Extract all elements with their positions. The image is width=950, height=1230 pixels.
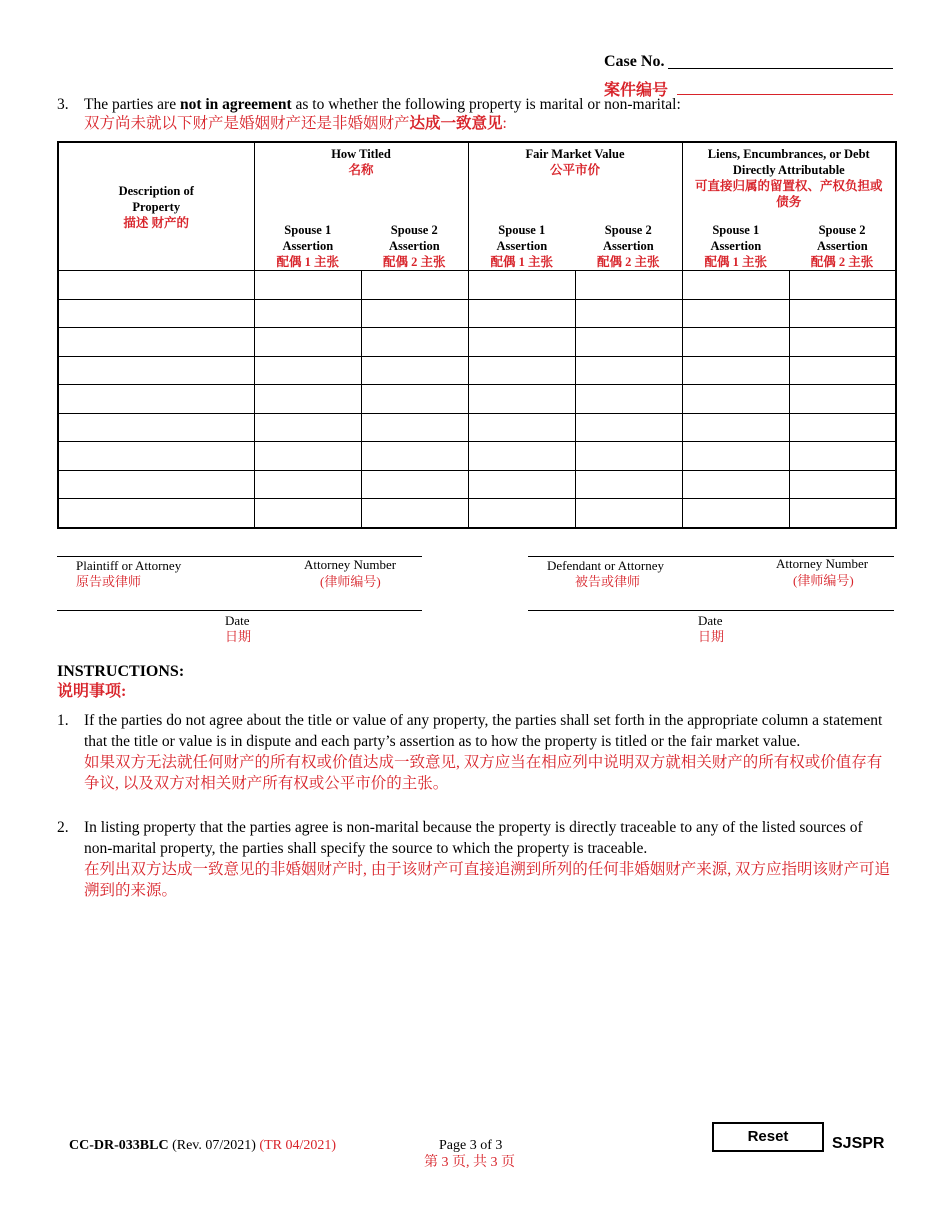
table-cell[interactable] bbox=[468, 470, 575, 499]
instructions-heading: INSTRUCTIONS: bbox=[57, 663, 185, 680]
item-3-text-post: as to whether the following property is marital or non-marital: bbox=[291, 96, 681, 113]
attorney-number-label-cn-right: (律师编号) bbox=[793, 573, 854, 588]
spouse2-label-cn: 配偶 2 主张 bbox=[382, 255, 446, 269]
instruction-item-2 bbox=[57, 817, 893, 901]
table-cell[interactable] bbox=[789, 442, 896, 471]
table-cell[interactable] bbox=[58, 385, 254, 414]
table-cell[interactable] bbox=[361, 470, 468, 499]
fmv-spouse2-header bbox=[575, 210, 682, 271]
spouse1-label: Spouse 1 Assertion bbox=[282, 223, 334, 253]
property-table bbox=[57, 141, 897, 529]
attorney-number-label-cn-left: (律师编号) bbox=[320, 574, 381, 589]
table-cell[interactable] bbox=[254, 271, 361, 300]
table-cell[interactable] bbox=[254, 385, 361, 414]
table-row bbox=[58, 442, 896, 471]
table-cell[interactable] bbox=[468, 299, 575, 328]
form-id-line bbox=[69, 1137, 336, 1155]
table-cell[interactable] bbox=[361, 413, 468, 442]
table-cell[interactable] bbox=[682, 499, 789, 528]
table-cell[interactable] bbox=[58, 499, 254, 528]
table-cell[interactable] bbox=[682, 413, 789, 442]
table-cell[interactable] bbox=[58, 271, 254, 300]
table-cell[interactable] bbox=[575, 499, 682, 528]
table-row bbox=[58, 299, 896, 328]
spouse1-label-cn: 配偶 1 主张 bbox=[490, 255, 553, 269]
table-cell[interactable] bbox=[682, 299, 789, 328]
plaintiff-label: Plaintiff or Attorney bbox=[76, 558, 182, 573]
table-cell[interactable] bbox=[254, 470, 361, 499]
table-row bbox=[58, 470, 896, 499]
instruction-2-text-cn: 在列出双方达成一致意见的非婚姻财产时, 由于该财产可直接追溯到所列的任何非婚姻财产来源, 双方应指明该财产可追溯到的来源。 bbox=[84, 861, 891, 899]
table-cell[interactable] bbox=[58, 470, 254, 499]
item-3-text bbox=[84, 95, 894, 114]
table-header-row bbox=[58, 142, 896, 210]
org-code: SJSPR bbox=[832, 1135, 885, 1152]
table-row bbox=[58, 499, 896, 528]
spouse2-label-cn: 配偶 2 主张 bbox=[810, 255, 874, 269]
table-cell[interactable] bbox=[254, 442, 361, 471]
spouse1-label-cn: 配偶 1 主张 bbox=[704, 255, 768, 269]
fair-market-value-header bbox=[468, 142, 682, 210]
table-cell[interactable] bbox=[789, 385, 896, 414]
table-cell[interactable] bbox=[361, 328, 468, 357]
table-cell[interactable] bbox=[468, 385, 575, 414]
table-cell[interactable] bbox=[575, 328, 682, 357]
liens-header bbox=[682, 142, 896, 210]
table-cell[interactable] bbox=[254, 356, 361, 385]
table-cell[interactable] bbox=[682, 271, 789, 300]
table-row bbox=[58, 271, 896, 300]
table-cell[interactable] bbox=[361, 499, 468, 528]
defendant-label-cn: 被告或律师 bbox=[575, 574, 641, 589]
table-cell[interactable] bbox=[254, 499, 361, 528]
item-3-text-cn-bold: 达成一致意见 bbox=[409, 115, 503, 132]
how-titled-label-cn: 名称 bbox=[348, 163, 374, 177]
table-cell[interactable] bbox=[789, 470, 896, 499]
table-cell[interactable] bbox=[575, 442, 682, 471]
table-cell[interactable] bbox=[789, 328, 896, 357]
table-cell[interactable] bbox=[575, 356, 682, 385]
case-no-label: Case No. bbox=[604, 53, 665, 70]
liens-label-cn: 可直接归属的留置权、产权负担或债务 bbox=[695, 179, 883, 209]
case-no-field[interactable] bbox=[668, 52, 893, 69]
page-number: Page 3 of 3 bbox=[439, 1138, 503, 1153]
table-cell[interactable] bbox=[575, 470, 682, 499]
how-titled-label: How Titled bbox=[331, 147, 391, 161]
item-3-text-cn-post: : bbox=[502, 115, 507, 132]
table-cell[interactable] bbox=[58, 413, 254, 442]
table-cell[interactable] bbox=[361, 299, 468, 328]
page-number-cn: 第 3 页, 共 3 页 bbox=[424, 1155, 515, 1170]
table-cell[interactable] bbox=[361, 385, 468, 414]
table-cell[interactable] bbox=[254, 413, 361, 442]
spouse2-label: Spouse 2 Assertion bbox=[603, 223, 654, 253]
spouse2-label: Spouse 2 Assertion bbox=[389, 223, 440, 253]
table-cell[interactable] bbox=[254, 299, 361, 328]
ht-spouse2-header bbox=[361, 210, 468, 271]
table-cell[interactable] bbox=[254, 328, 361, 357]
spouse2-label: Spouse 2 Assertion bbox=[817, 223, 868, 253]
instruction-1-number: 1. bbox=[57, 712, 69, 729]
table-cell[interactable] bbox=[682, 385, 789, 414]
table-cell[interactable] bbox=[468, 356, 575, 385]
liens-spouse1-header bbox=[682, 210, 789, 271]
table-cell[interactable] bbox=[575, 271, 682, 300]
table-cell[interactable] bbox=[468, 271, 575, 300]
table-row bbox=[58, 328, 896, 357]
item-3-text-pre: The parties are bbox=[84, 96, 180, 113]
item-3-text-cn-pre: 双方尚未就以下财产是婚姻财产还是非婚姻财产 bbox=[84, 115, 410, 132]
date-label-right: Date bbox=[698, 613, 723, 628]
table-row bbox=[58, 385, 896, 414]
plaintiff-label-cn: 原告或律师 bbox=[76, 574, 142, 589]
table-cell[interactable] bbox=[682, 328, 789, 357]
instruction-1-text: If the parties do not agree about the title or value of any property, the parties shall set forth in the appropriate column a statement that the title or value is in dispute and each party’s assertion as to how the property is titled or the fair market value. bbox=[84, 712, 883, 750]
spouse1-label: Spouse 1 Assertion bbox=[710, 223, 762, 253]
table-cell[interactable] bbox=[575, 299, 682, 328]
table-row bbox=[58, 413, 896, 442]
liens-label: Liens, Encumbrances, or Debt Directly Attributable bbox=[707, 147, 870, 177]
date-label-cn-left: 日期 bbox=[225, 629, 252, 644]
desc-header-cell bbox=[58, 142, 254, 271]
date-label-cn-right: 日期 bbox=[698, 629, 725, 644]
table-cell[interactable] bbox=[468, 413, 575, 442]
table-cell[interactable] bbox=[682, 356, 789, 385]
table-cell[interactable] bbox=[789, 499, 896, 528]
table-cell[interactable] bbox=[468, 442, 575, 471]
instruction-1-text-cn: 如果双方无法就任何财产的所有权或价值达成一致意见, 双方应当在相应列中说明双方就相关财产的所有权或价值存有争议, 以及双方对相关财产所有权或公平市价的主张。 bbox=[84, 754, 883, 792]
case-no-label-cn: 案件编号 bbox=[604, 82, 669, 99]
defendant-label: Defendant or Attorney bbox=[547, 558, 664, 573]
table-cell[interactable] bbox=[682, 442, 789, 471]
date-line-right[interactable] bbox=[528, 610, 894, 611]
table-cell[interactable] bbox=[468, 499, 575, 528]
instruction-2-text: In listing property that the parties agree is non-marital because the property is directly traceable to any of the listed sources of non-marital property, the parties shall specify the source to which the property is traceable. bbox=[84, 819, 863, 857]
table-cell[interactable] bbox=[58, 328, 254, 357]
table-cell[interactable] bbox=[468, 328, 575, 357]
form-rev: (Rev. 07/2021) bbox=[168, 1138, 256, 1153]
table-row bbox=[58, 356, 896, 385]
attorney-number-label-left: Attorney Number bbox=[304, 557, 397, 572]
table-cell[interactable] bbox=[361, 356, 468, 385]
table-cell[interactable] bbox=[58, 356, 254, 385]
form-id: CC-DR-033BLC bbox=[69, 1138, 169, 1153]
date-line-left[interactable] bbox=[57, 610, 422, 611]
case-no-field-cn-line bbox=[677, 78, 893, 95]
table-cell[interactable] bbox=[58, 299, 254, 328]
spouse1-label-cn: 配偶 1 主张 bbox=[276, 255, 339, 269]
fmv-label: Fair Market Value bbox=[525, 147, 625, 161]
item-3-text-cn bbox=[84, 114, 894, 133]
item-3-text-bold: not in agreement bbox=[179, 96, 292, 113]
how-titled-header bbox=[254, 142, 468, 210]
fmv-spouse1-header bbox=[468, 210, 575, 271]
instructions-heading-cn: 说明事项: bbox=[57, 683, 127, 700]
instruction-item-1 bbox=[57, 710, 893, 794]
desc-header-cn: 描述 财产的 bbox=[123, 215, 190, 230]
item-3-number: 3. bbox=[57, 96, 69, 113]
table-cell[interactable] bbox=[361, 442, 468, 471]
table-cell[interactable] bbox=[58, 442, 254, 471]
form-tr: (TR 04/2021) bbox=[255, 1138, 337, 1153]
table-cell[interactable] bbox=[789, 271, 896, 300]
fmv-label-cn: 公平市价 bbox=[550, 163, 601, 177]
date-label-left: Date bbox=[225, 613, 250, 628]
spouse1-label: Spouse 1 Assertion bbox=[496, 223, 548, 253]
table-cell[interactable] bbox=[361, 271, 468, 300]
desc-header: Description of Property bbox=[118, 183, 194, 214]
table-cell[interactable] bbox=[575, 385, 682, 414]
reset-button[interactable]: Reset bbox=[712, 1122, 824, 1152]
liens-spouse2-header bbox=[789, 210, 896, 271]
property-table-body bbox=[58, 271, 896, 528]
table-cell[interactable] bbox=[682, 470, 789, 499]
ht-spouse1-header bbox=[254, 210, 361, 271]
table-cell[interactable] bbox=[575, 413, 682, 442]
instruction-2-number: 2. bbox=[57, 819, 69, 836]
spouse2-label-cn: 配偶 2 主张 bbox=[597, 255, 660, 269]
table-cell[interactable] bbox=[789, 413, 896, 442]
table-cell[interactable] bbox=[789, 356, 896, 385]
table-cell[interactable] bbox=[789, 299, 896, 328]
attorney-number-label-right: Attorney Number bbox=[776, 556, 869, 571]
